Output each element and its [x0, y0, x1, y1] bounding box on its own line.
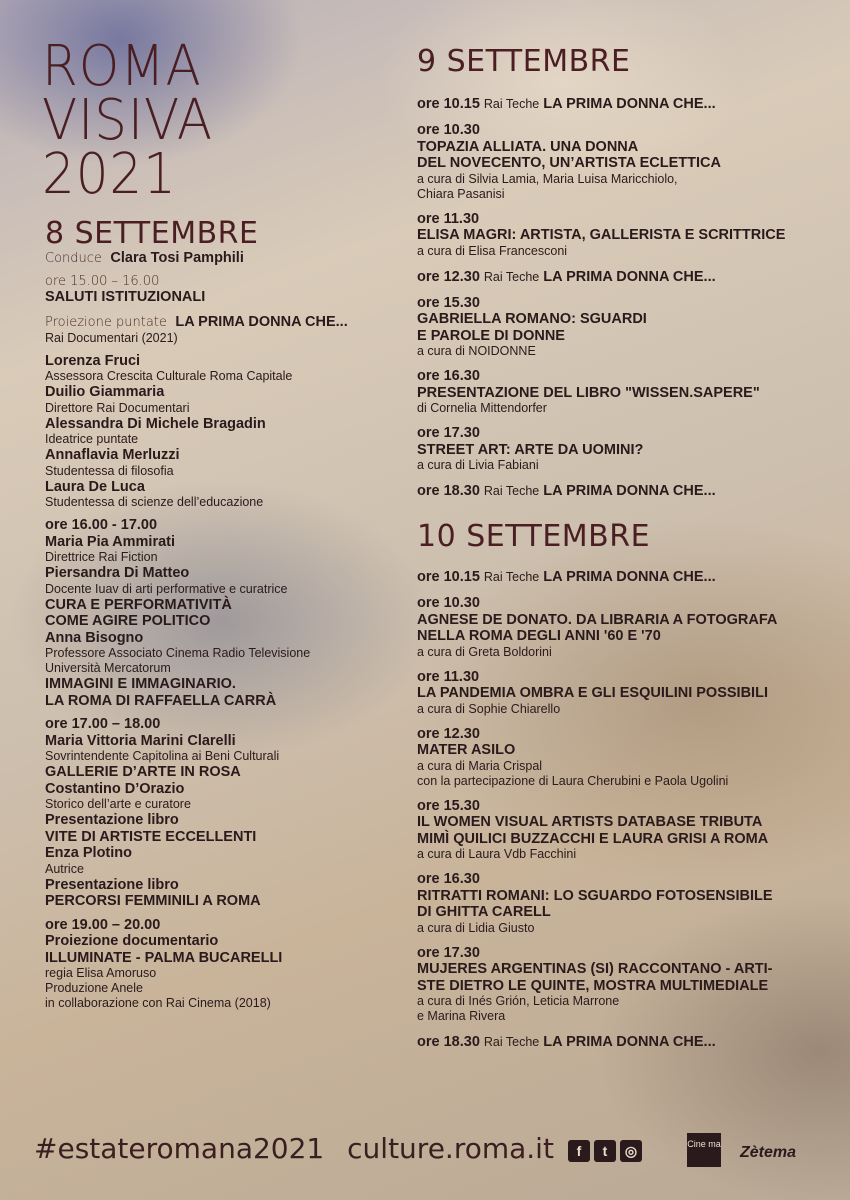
- footer: [34, 1132, 568, 1165]
- program-item: Piersandra Di Matteo: [45, 565, 190, 581]
- event-item: [417, 595, 842, 660]
- speakers-list: [45, 353, 405, 511]
- program-note: Professore Associato Cinema Radio Televisione: [45, 646, 311, 660]
- facebook-icon[interactable]: f: [568, 1140, 590, 1162]
- event-time: ore 10.15: [417, 96, 480, 112]
- event-title: E PAROLE DI DONNE: [417, 327, 565, 344]
- program-note: Sovrintendente Capitolina ai Beni Culturali: [45, 749, 280, 763]
- event-source: Rai Teche: [483, 97, 540, 111]
- program-item: LA ROMA DI RAFFAELLA CARRÀ: [45, 692, 277, 709]
- day2-day3-column: [417, 44, 842, 1060]
- program-item: GALLERIE D’ARTE IN ROSA: [45, 764, 241, 780]
- event-item: [417, 95, 842, 113]
- day3-events: [417, 568, 842, 1051]
- event-credit: di Cornelia Mittendorfer: [417, 401, 547, 415]
- event-source: Rai Teche: [483, 484, 540, 498]
- event-source: Rai Teche: [483, 269, 540, 284]
- event-credit: a cura di Lidia Giusto: [417, 920, 535, 935]
- event-title: LA PRIMA DONNA CHE...: [543, 569, 716, 585]
- program-item: CURA E PERFORMATIVITÀ: [45, 596, 232, 613]
- cinema-logo: Cine ma: [687, 1133, 721, 1167]
- event-item: [417, 425, 842, 473]
- event-title: PRESENTAZIONE DEL LIBRO "WISSEN.SAPERE": [417, 384, 760, 401]
- event-title: NELLA ROMA DEGLI ANNI '60 E '70: [417, 628, 661, 644]
- program-item: Anna Bisogno: [45, 629, 144, 646]
- event-source: Rai Teche: [483, 570, 540, 584]
- event-time: ore 18.30: [417, 483, 480, 499]
- event-credit: e Marina Rivera: [417, 1009, 506, 1023]
- program-note: Storico dell’arte e curatore: [45, 797, 191, 811]
- twitter-icon[interactable]: t: [594, 1140, 616, 1162]
- event-item: [417, 871, 842, 936]
- event-credit: a cura di Sophie Chiarello: [417, 701, 561, 716]
- day2-events: [417, 95, 842, 500]
- speaker-role: Assessora Crescita Culturale Roma Capitale: [45, 369, 293, 383]
- event-title: DEL NOVECENTO, UN’ARTISTA ECLETTICA: [417, 155, 721, 171]
- event-title: LA PRIMA DONNA CHE...: [543, 483, 716, 499]
- event-title: GABRIELLA ROMANO: SGUARDI: [417, 311, 647, 327]
- conduce-label: Conduce: [45, 251, 102, 266]
- program-item: Maria Vittoria Marini Clarelli: [45, 732, 236, 749]
- program-note: Autrice: [45, 861, 84, 876]
- event-credit: a cura di Silvia Lamia, Maria Luisa Maricchiolo,: [417, 171, 678, 186]
- event-title: RITRATTI ROMANI: LO SGUARDO FOTOSENSIBILE: [417, 887, 773, 904]
- event-credit: a cura di Inés Grión, Leticia Marrone: [417, 994, 620, 1008]
- event-item: [417, 568, 842, 586]
- title-line-1: ROMA: [42, 34, 202, 99]
- session2-list: [45, 534, 405, 710]
- program-item: Presentazione libro: [45, 876, 179, 893]
- event-title: STREET ART: ARTE DA UOMINI?: [417, 441, 644, 458]
- event-title: STE DIETRO LE QUINTE, MOSTRA MULTIMEDIALE: [417, 977, 769, 994]
- title-line-2: VISIVA: [42, 88, 214, 153]
- program-item: Maria Pia Ammirati: [45, 533, 176, 550]
- event-item: [417, 482, 842, 500]
- event-time: ore 17.30: [417, 944, 480, 961]
- event-title: LA PRIMA DONNA CHE...: [543, 1034, 716, 1050]
- conduce-name: Clara Tosi Pamphili: [110, 250, 244, 266]
- program-item: Costantino D’Orazio: [45, 780, 185, 797]
- projection-source: Rai Documentari (2021): [45, 330, 178, 345]
- event-title: LA PRIMA DONNA CHE...: [543, 268, 716, 285]
- title-line-3: 2021: [42, 142, 177, 207]
- event-item: [417, 268, 842, 286]
- event-time: ore 15.30: [417, 797, 480, 814]
- event-time: ore 16.30: [417, 368, 480, 384]
- event-time: ore 10.15: [417, 569, 480, 585]
- event-time: ore 10.30: [417, 595, 480, 611]
- program-note: Università Mercatorum: [45, 661, 171, 675]
- event-title: [42, 34, 214, 207]
- program-note: Produzione Anele: [45, 981, 143, 995]
- session1-title: SALUTI ISTITUZIONALI: [45, 289, 206, 305]
- event-item: [417, 368, 842, 416]
- program-item: COME AGIRE POLITICO: [45, 613, 211, 629]
- program-note: Docente Iuav di arti performative e curatrice: [45, 581, 288, 596]
- session4-time: ore 19.00 – 20.00: [45, 916, 161, 933]
- speaker-name: Alessandra Di Michele Bragadin: [45, 415, 266, 432]
- event-credit: a cura di Laura Vdb Facchini: [417, 847, 577, 861]
- event-title: ELISA MAGRI: ARTISTA, GALLERISTA E SCRITTRICE: [417, 227, 786, 243]
- program-item: ILLUMINATE - PALMA BUCARELLI: [45, 949, 283, 966]
- event-credit: a cura di NOIDONNE: [417, 344, 536, 358]
- event-time: ore 15.30: [417, 294, 480, 311]
- session1-time: ore 15.00 – 16.00: [45, 274, 160, 289]
- zetema-logo: Zètema: [740, 1144, 797, 1161]
- event-credit: Chiara Pasanisi: [417, 186, 505, 201]
- event-title: MIMÌ QUILICI BUZZACCHI E LAURA GRISI A ROMA: [417, 830, 769, 847]
- speaker-role: Ideatrice puntate: [45, 432, 139, 446]
- event-credit: con la partecipazione di Laura Cherubini e Paola Ugolini: [417, 773, 729, 788]
- event-time: ore 18.30: [417, 1034, 480, 1050]
- event-title: MUJERES ARGENTINAS (SI) RACCONTANO - ARTI-: [417, 961, 773, 977]
- speaker-name: Duilio Giammaria: [45, 384, 165, 400]
- event-item: [417, 669, 842, 717]
- event-item: [417, 726, 842, 789]
- program-item: VITE DI ARTISTE ECCELLENTI: [45, 828, 257, 845]
- speaker-role: Studentessa di filosofia: [45, 463, 174, 478]
- instagram-icon[interactable]: ◎: [620, 1140, 642, 1162]
- event-title: TOPAZIA ALLIATA. UNA DONNA: [417, 138, 639, 155]
- day1-heading: 8 SETTEMBRE: [45, 216, 259, 251]
- day3-heading: 10 SETTEMBRE: [417, 519, 651, 554]
- program-item: Presentazione libro: [45, 812, 179, 828]
- event-title: DI GHITTA CARELL: [417, 904, 551, 920]
- program-note: in collaborazione con Rai Cinema (2018): [45, 996, 271, 1010]
- event-item: [417, 122, 842, 202]
- event-time: ore 12.30: [417, 268, 480, 285]
- event-credit: a cura di Elisa Francesconi: [417, 243, 568, 258]
- session4-list: [45, 933, 405, 1011]
- program-note: Direttrice Rai Fiction: [45, 550, 158, 564]
- speaker-role: Direttore Rai Documentari: [45, 400, 190, 415]
- event-time: ore 16.30: [417, 871, 480, 887]
- event-time: ore 11.30: [417, 210, 480, 227]
- session2-time: ore 16.00 - 17.00: [45, 517, 158, 533]
- event-source: Rai Teche: [483, 1035, 540, 1049]
- session3-list: [45, 733, 405, 910]
- day2-heading: 9 SETTEMBRE: [417, 44, 631, 79]
- event-item: [417, 798, 842, 863]
- social-icons: [568, 1140, 642, 1162]
- event-item: [417, 295, 842, 360]
- speaker-role: Studentessa di scienze dell’educazione: [45, 495, 264, 509]
- event-title: LA PRIMA DONNA CHE...: [543, 96, 716, 112]
- event-item: [417, 945, 842, 1025]
- program-item: Proiezione documentario: [45, 933, 219, 949]
- session3-time: ore 17.00 – 18.00: [45, 716, 161, 732]
- event-time: ore 17.30: [417, 425, 480, 441]
- speaker-name: Lorenza Fruci: [45, 352, 141, 369]
- day1-column: [45, 216, 405, 1011]
- projection-title: LA PRIMA DONNA CHE...: [175, 313, 348, 330]
- event-title: AGNESE DE DONATO. DA LIBRARIA A FOTOGRAFA: [417, 611, 778, 628]
- speaker-name: Annaflavia Merluzzi: [45, 447, 180, 463]
- event-credit: a cura di Livia Fabiani: [417, 458, 539, 472]
- event-item: [417, 211, 842, 259]
- hashtag: #estateromana2021: [34, 1132, 325, 1165]
- event-credit: a cura di Greta Boldorini: [417, 644, 552, 659]
- event-time: ore 11.30: [417, 668, 480, 685]
- site-link[interactable]: culture.roma.it: [347, 1132, 554, 1165]
- event-item: [417, 1033, 842, 1051]
- projection-label: Proiezione puntate: [45, 314, 167, 330]
- event-title: MATER ASILO: [417, 742, 516, 758]
- program-item: IMMAGINI E IMMAGINARIO.: [45, 676, 236, 692]
- event-title: IL WOMEN VISUAL ARTISTS DATABASE TRIBUTA: [417, 814, 763, 830]
- event-credit: a cura di Maria Crispal: [417, 758, 543, 773]
- event-time: ore 12.30: [417, 725, 480, 742]
- program-note: regia Elisa Amoruso: [45, 966, 157, 980]
- event-time: ore 10.30: [417, 122, 480, 138]
- program-item: PERCORSI FEMMINILI A ROMA: [45, 893, 261, 909]
- speaker-name: Laura De Luca: [45, 478, 145, 495]
- event-title: LA PANDEMIA OMBRA E GLI ESQUILINI POSSIBILI: [417, 685, 768, 701]
- program-item: Enza Plotino: [45, 845, 132, 861]
